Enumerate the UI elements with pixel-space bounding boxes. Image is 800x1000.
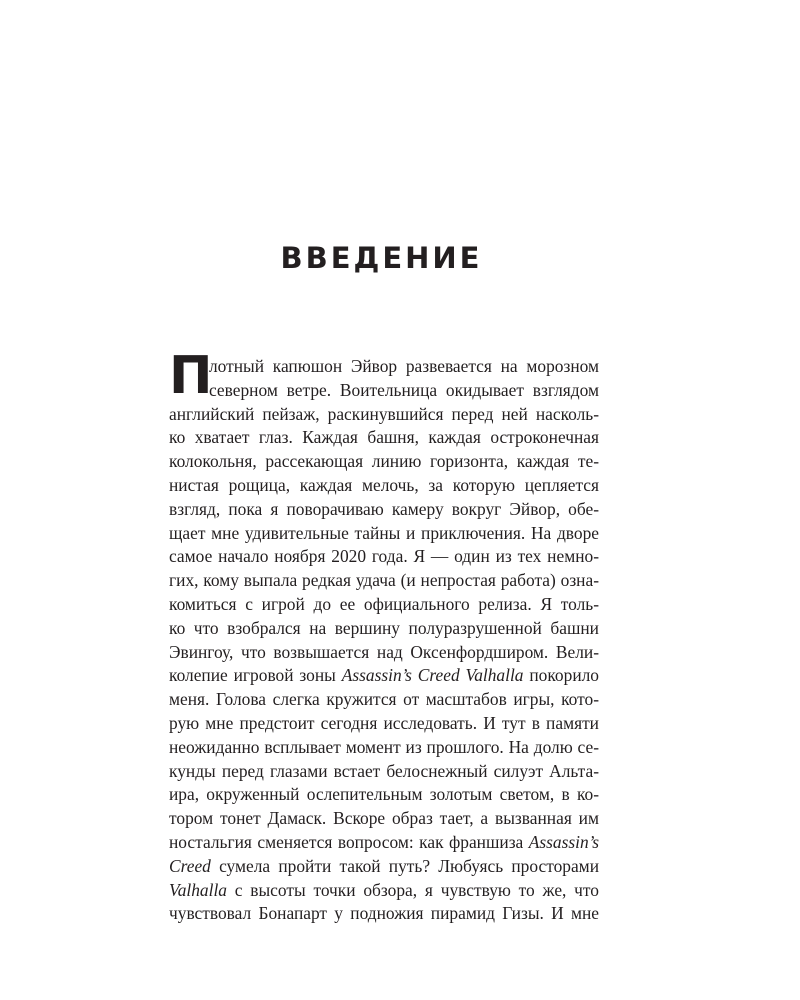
text-line: ира, окруженный ослепительным золотым светом, в ко- [169,784,599,805]
text-run: сумела пройти такой путь? Любуясь просторами [210,855,599,876]
text-line: тором тонет Дамаск. Вскоре образ тает, а вызванная им [169,808,599,829]
text-line-mixed [169,879,599,903]
italic-title: Valhalla [169,879,227,900]
text-line-mixed [169,831,599,855]
drop-cap-glyph: П [169,346,213,406]
text-line: гих, кому выпала редкая удача (и непростая работа) озна- [169,570,599,591]
text-line: нистая рощица, каждая мелочь, за которую цепляется [169,474,599,495]
text-line: северном ветре. Воительница окидывает взглядом [209,379,599,400]
text-line: английский пейзаж, раскинувшийся перед ней насколь- [169,403,599,424]
italic-title: Creed [169,855,211,876]
text-line: чувствовал Бонапарт у подножия пирамид Гизы. И мне [169,903,599,924]
text-line-mixed [169,855,599,879]
text-line: кунды перед глазами встает белоснежный силуэт Альта- [169,760,599,781]
text-line: самое начало ноября 2020 года. Я — один из тех немно- [169,546,599,567]
text-line: лотный капюшон Эйвор развевается на морозном [209,356,599,376]
body-paragraph [169,346,599,926]
text-line: рую мне предстоит сегодня исследовать. И тут в памяти [169,712,599,733]
text-line: комиться с игрой до ее официального релиза. Я толь- [169,593,599,614]
text-line: ко хватает глаз. Каждая башня, каждая остроконечная [169,427,599,448]
italic-title: Assassin’s [528,831,599,852]
text-run: покорило [523,665,599,686]
text-line-mixed [169,664,599,688]
chapter-title: ВВЕДЕНИЕ [280,241,483,275]
text-run: колепие игровой зоны [169,665,342,686]
text-line: колокольня, рассекающая линию горизонта, каждая те- [169,451,599,472]
text-line: щает мне удивительные тайны и приключения. На дворе [169,522,599,543]
text-line: ко что взобрался на вершину полуразрушенной башни [169,617,599,638]
text-line: неожиданно всплывает момент из прошлого. На долю се- [169,736,599,757]
text-line: меня. Голова слегка кружится от масштабов игры, кото- [169,689,599,710]
text-line: Эвингоу, что возвышается над Оксенфордширом. Вели- [169,641,599,662]
text-line: взгляд, пока я поворачиваю камеру вокруг Эйвор, обе- [169,498,599,519]
italic-title: Assassin’s Creed Valhalla [341,665,524,686]
text-run: с высоты точки обзора, я чувствую то же, что [226,879,599,900]
text-run: ностальгия сменяется вопросом: как франшиза [169,831,529,852]
